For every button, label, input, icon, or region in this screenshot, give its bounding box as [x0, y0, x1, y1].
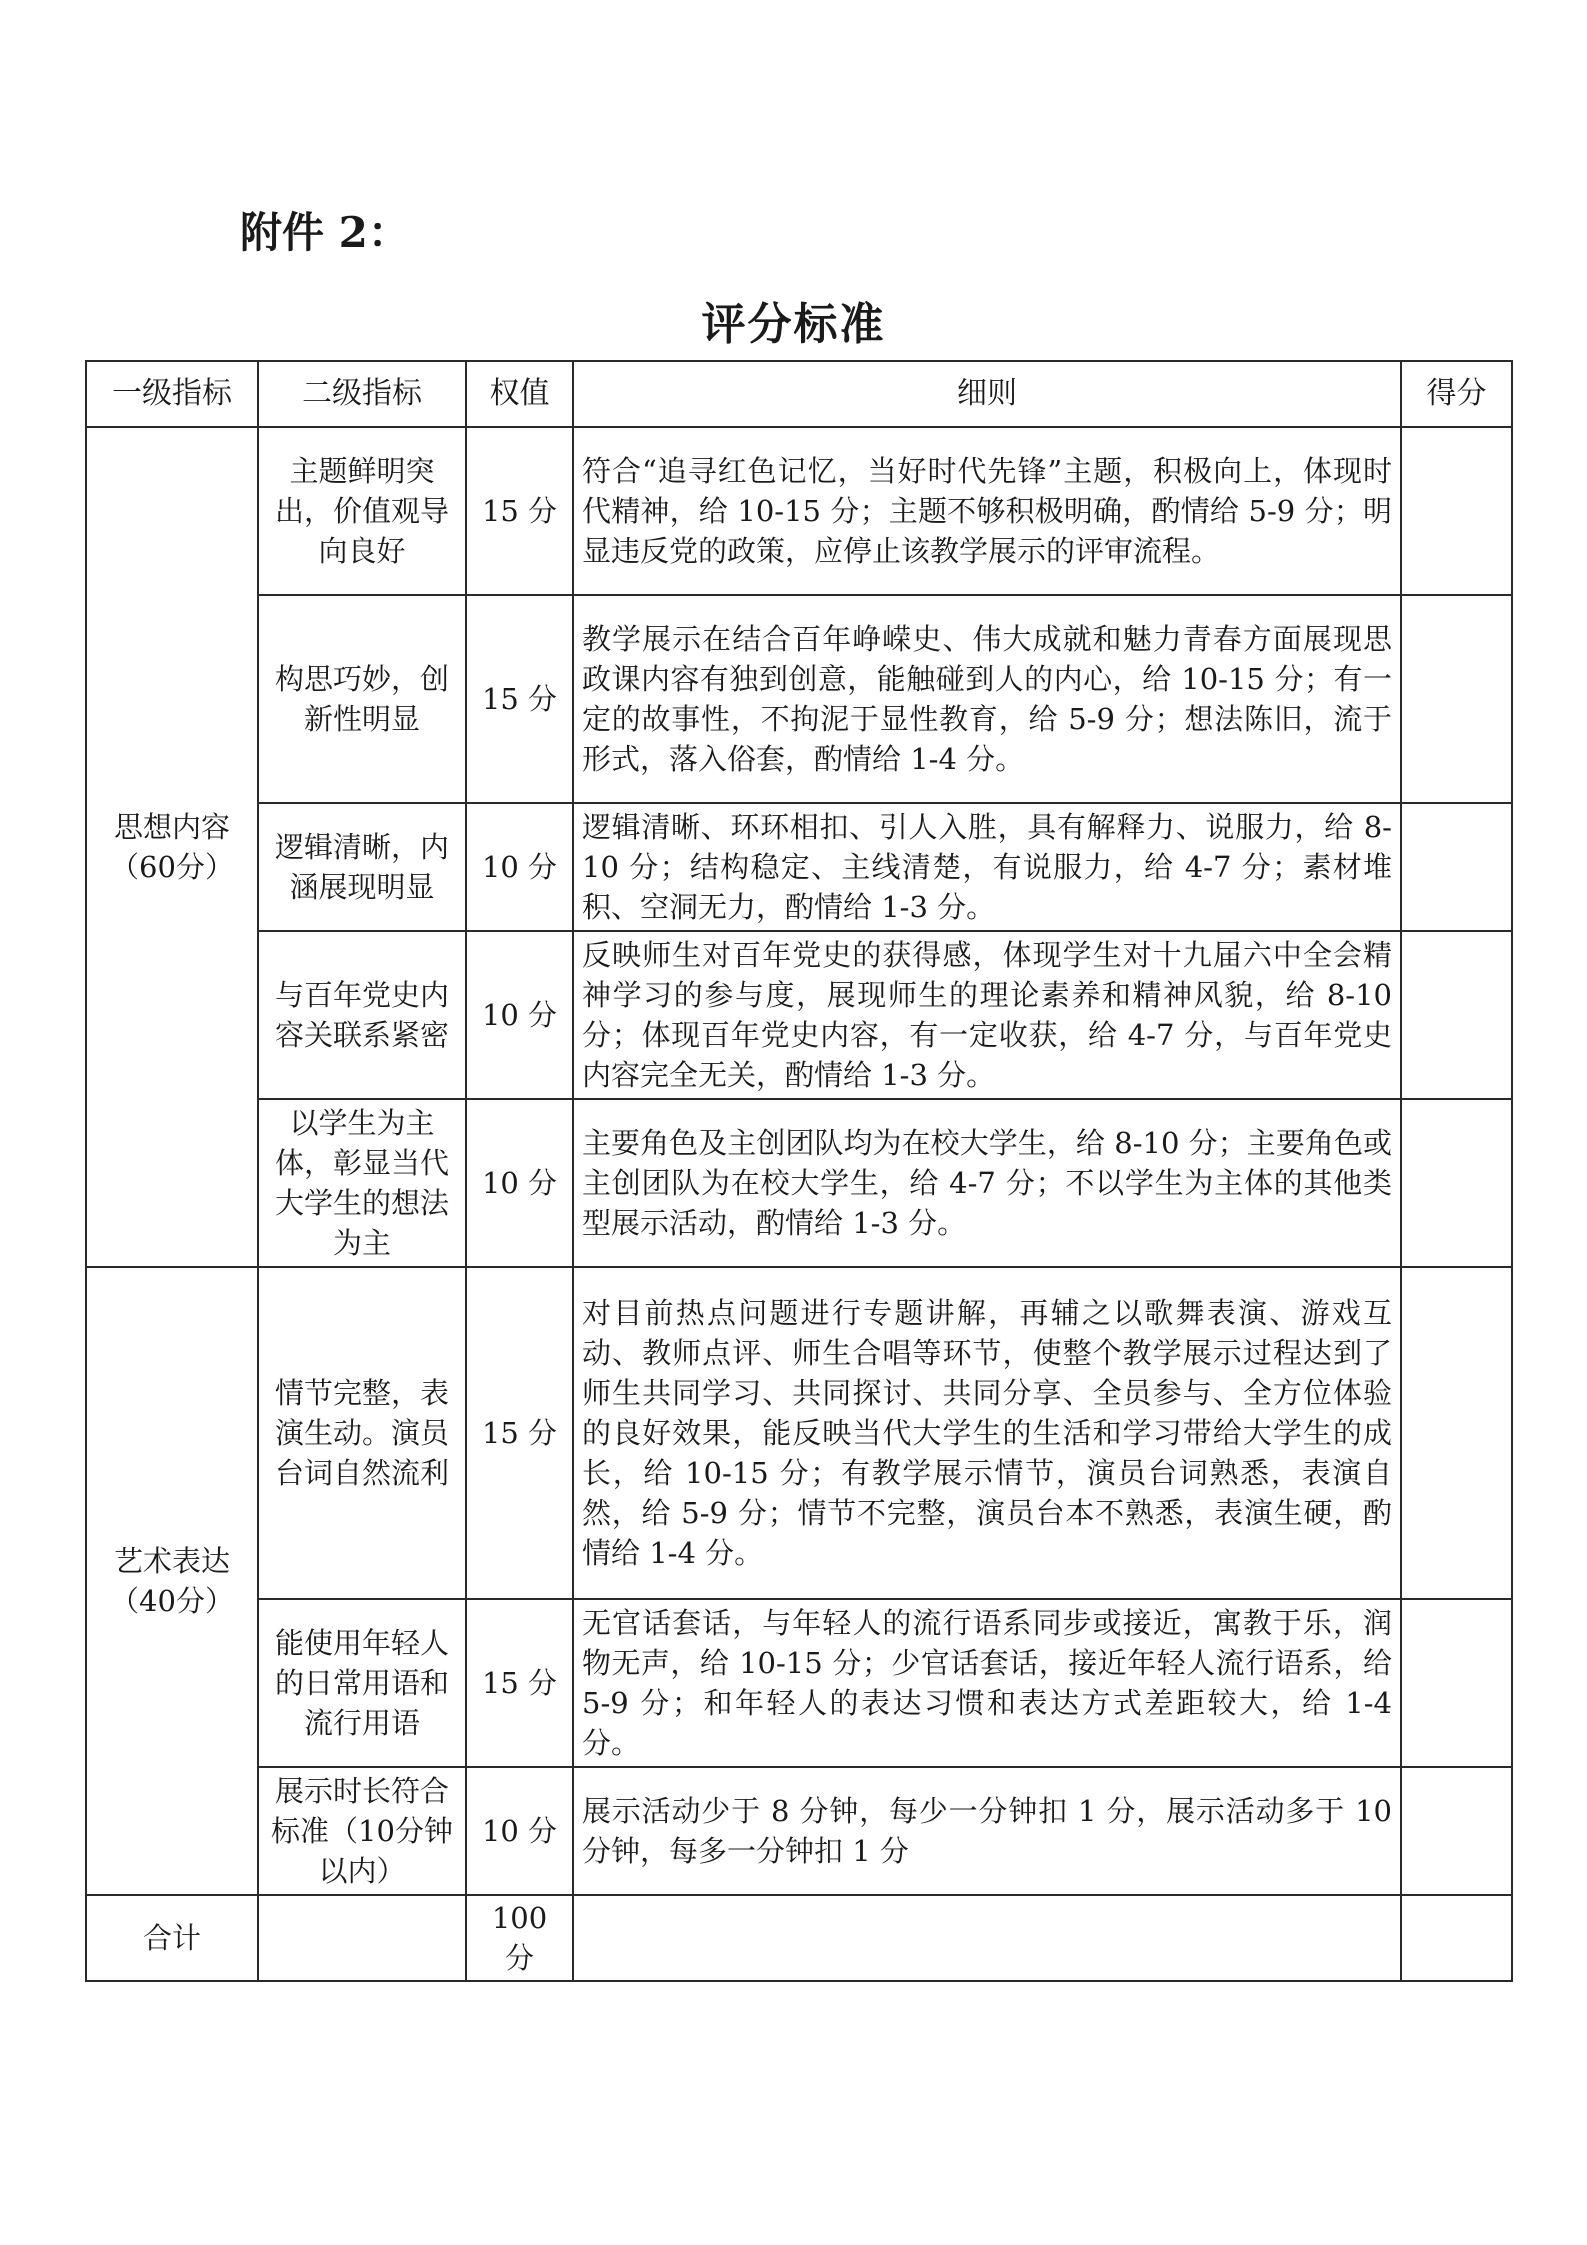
weight-cell: 15 分	[466, 427, 573, 595]
table-row	[86, 427, 1512, 595]
attachment-label: 附件 2：	[240, 208, 410, 257]
table-row	[86, 1767, 1512, 1895]
detail-cell: 符合“追寻红色记忆，当好时代先锋”主题，积极向上，体现时代精神，给 10-15 分；主题不够积极明确，酌情给 5-9 分；明显违反党的政策，应停止该教学展示的评审流程。	[573, 427, 1401, 595]
weight-cell: 15 分	[466, 595, 573, 803]
table-row	[86, 1267, 1512, 1599]
secondary-indicator-cell: 能使用年轻人的日常用语和流行用语	[258, 1599, 466, 1767]
secondary-indicator-cell: 主题鲜明突出，价值观导向良好	[258, 427, 466, 595]
weight-cell: 15 分	[466, 1599, 573, 1767]
detail-cell: 对目前热点问题进行专题讲解，再辅之以歌舞表演、游戏互动、教师点评、师生合唱等环节，使整个教学展示过程达到了师生共同学习、共同探讨、共同分享、全员参与、全方位体验的良好效果，能反映当代大学生的生活和学习带给大学生的成长，给 10-15 分；有教学展示情节，演员台词熟悉，表演自然，给 5-9 分；情节不完整，演员台本不熟悉，表演生硬，酌情给 1-4 分。	[573, 1267, 1401, 1599]
total-detail-cell	[573, 1895, 1401, 1981]
secondary-indicator-cell: 与百年党史内容关联系紧密	[258, 931, 466, 1099]
score-cell[interactable]	[1401, 1099, 1512, 1267]
total-weight-cell: 100 分	[466, 1895, 573, 1981]
secondary-indicator-cell: 情节完整，表演生动。演员台词自然流利	[258, 1267, 466, 1599]
header-weight: 权值	[466, 361, 573, 427]
table-row	[86, 1099, 1512, 1267]
score-cell[interactable]	[1401, 1267, 1512, 1599]
detail-cell: 反映师生对百年党史的获得感，体现学生对十九届六中全会精神学习的参与度，展现师生的理论素养和精神风貌，给 8-10 分；体现百年党史内容，有一定收获，给 4-7 分，与百年党史内容完全无关，酌情给 1-3 分。	[573, 931, 1401, 1099]
secondary-indicator-cell: 构思巧妙，创新性明显	[258, 595, 466, 803]
table-row	[86, 595, 1512, 803]
weight-cell: 15 分	[466, 1267, 573, 1599]
header-score: 得分	[1401, 361, 1512, 427]
detail-cell: 展示活动少于 8 分钟，每少一分钟扣 1 分，展示活动多于 10 分钟，每多一分钟扣 1 分	[573, 1767, 1401, 1895]
secondary-indicator-cell: 逻辑清晰，内涵展现明显	[258, 803, 466, 931]
total-row	[86, 1895, 1512, 1981]
detail-cell: 逻辑清晰、环环相扣、引人入胜，具有解释力、说服力，给 8-10 分；结构稳定、主线清楚，有说服力，给 4-7 分；素材堆积、空洞无力，酌情给 1-3 分。	[573, 803, 1401, 931]
table-row	[86, 1599, 1512, 1767]
primary-indicator-cell: 艺术表达（40分）	[86, 1267, 258, 1895]
weight-cell: 10 分	[466, 1767, 573, 1895]
scoring-table	[85, 360, 1513, 1982]
weight-cell: 10 分	[466, 931, 573, 1099]
score-cell[interactable]	[1401, 1767, 1512, 1895]
total-score-cell[interactable]	[1401, 1895, 1512, 1981]
score-cell[interactable]	[1401, 1599, 1512, 1767]
weight-cell: 10 分	[466, 1099, 573, 1267]
header-primary-indicator: 一级指标	[86, 361, 258, 427]
detail-cell: 教学展示在结合百年峥嵘史、伟大成就和魅力青春方面展现思政课内容有独到创意，能触碰到人的内心，给 10-15 分；有一定的故事性，不拘泥于显性教育，给 5-9 分；想法陈旧，流于形式，落入俗套，酌情给 1-4 分。	[573, 595, 1401, 803]
header-secondary-indicator: 二级指标	[258, 361, 466, 427]
detail-cell: 主要角色及主创团队均为在校大学生，给 8-10 分；主要角色或主创团队为在校大学生，给 4-7 分；不以学生为主体的其他类型展示活动，酌情给 1-3 分。	[573, 1099, 1401, 1267]
score-cell[interactable]	[1401, 803, 1512, 931]
page-title: 评分标准	[701, 299, 886, 350]
table-row	[86, 931, 1512, 1099]
header-detail: 细则	[573, 361, 1401, 427]
score-cell[interactable]	[1401, 931, 1512, 1099]
detail-cell: 无官话套话，与年轻人的流行语系同步或接近，寓教于乐，润物无声，给 10-15 分；少官话套话，接近年轻人流行语系，给 5-9 分；和年轻人的表达习惯和表达方式差距较大，给 1-4 分。	[573, 1599, 1401, 1767]
score-cell[interactable]	[1401, 595, 1512, 803]
secondary-indicator-cell: 以学生为主体，彰显当代大学生的想法为主	[258, 1099, 466, 1267]
primary-indicator-cell: 思想内容（60分）	[86, 427, 258, 1267]
score-cell[interactable]	[1401, 427, 1512, 595]
table-row	[86, 803, 1512, 931]
total-label-cell: 合计	[86, 1895, 258, 1981]
table-header-row	[86, 361, 1512, 427]
weight-cell: 10 分	[466, 803, 573, 931]
secondary-indicator-cell: 展示时长符合标准（10分钟以内）	[258, 1767, 466, 1895]
total-secondary-cell	[258, 1895, 466, 1981]
